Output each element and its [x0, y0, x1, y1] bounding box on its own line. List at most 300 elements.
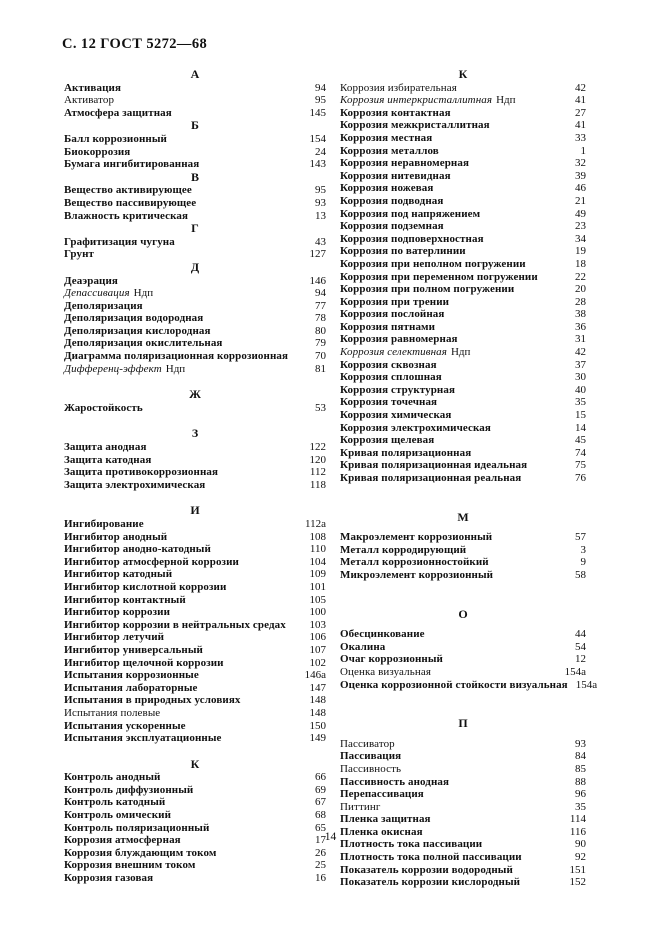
- entry-number: 116: [569, 825, 586, 838]
- index-entry: [340, 666, 586, 679]
- index-entry: [340, 82, 586, 95]
- entry-term: Пассивность анодная: [340, 775, 450, 788]
- entry-number: 120: [309, 453, 326, 466]
- entry-number: 43: [315, 235, 326, 248]
- entry-term: Контроль поляризационный: [64, 821, 210, 834]
- index-entry: [340, 864, 586, 877]
- entry-number: 103: [309, 618, 326, 631]
- entry-term: Ингибирование: [64, 518, 144, 530]
- entry-number: 143: [309, 158, 326, 171]
- entry-term: Обесцинкование: [340, 628, 425, 641]
- index-entry: [340, 409, 586, 422]
- entry-term: Ингибитор атмосферной коррозии: [64, 555, 239, 568]
- entry-term: Вещество активирующее: [64, 184, 192, 197]
- entry-term: Ингибитор анодный: [64, 530, 168, 543]
- index-entry: [340, 371, 586, 384]
- index-column-right: [340, 67, 598, 889]
- index-entry: [340, 763, 586, 776]
- index-entry: [340, 628, 586, 641]
- entry-term: Коррозия химическая: [340, 409, 452, 422]
- index-entry: [340, 876, 586, 889]
- index-entry: [64, 275, 326, 288]
- entry-term: Коррозия послойная: [340, 308, 445, 321]
- entry-number: 21: [575, 194, 586, 207]
- entry-number: 18: [575, 257, 586, 270]
- index-entry: [340, 283, 586, 296]
- entry-number: 148: [309, 694, 326, 707]
- entry-number: 24: [315, 145, 326, 158]
- entry-number: 13: [315, 209, 326, 222]
- entry-number: 19: [575, 245, 586, 258]
- index-entry: [340, 396, 586, 409]
- entry-term: Ингибитор анодно-катодный: [64, 543, 211, 556]
- entry-number: 39: [575, 169, 586, 182]
- index-entry: [340, 132, 586, 145]
- entry-number: 54: [575, 640, 586, 653]
- entry-number: 152: [569, 876, 586, 889]
- index-entry: [64, 146, 326, 159]
- index-entry: [340, 788, 586, 801]
- entry-term-tail: Ндп: [165, 362, 186, 375]
- entry-number: 148: [309, 706, 326, 719]
- index-entry: [340, 119, 586, 132]
- entry-term: Коррозия местная: [340, 131, 433, 144]
- index-entry: [340, 544, 586, 557]
- entry-number: 70: [315, 350, 326, 363]
- entry-term: Балл коррозионный: [64, 132, 167, 145]
- index-columns: [64, 67, 598, 889]
- entry-number: 94: [315, 287, 326, 300]
- index-entry: [64, 707, 326, 720]
- index-entry: [340, 422, 586, 435]
- index-entry: [64, 669, 326, 682]
- entry-term: Испытания полевые: [64, 706, 161, 719]
- entry-term: Коррозия неравномерная: [340, 157, 470, 170]
- entry-number: 106: [309, 631, 326, 644]
- index-entry: [340, 208, 586, 221]
- index-section: [340, 717, 586, 889]
- entry-term: Коррозия при переменном погружении: [340, 270, 538, 283]
- entry-term: Испытания ускоренные: [64, 719, 186, 732]
- index-entry: [64, 82, 326, 95]
- section-letter: В: [190, 169, 199, 184]
- index-section: [64, 261, 326, 375]
- index-entry: [64, 682, 326, 695]
- index-entry: [340, 359, 586, 372]
- entry-term: Коррозия избирательная: [340, 81, 457, 94]
- entry-number: 65: [315, 821, 326, 834]
- entry-number: 57: [575, 531, 586, 544]
- index-entry: [340, 308, 586, 321]
- index-entry: [64, 350, 326, 363]
- entry-number: 41: [575, 94, 586, 107]
- entry-number: 100: [309, 606, 326, 619]
- index-entry: [64, 784, 326, 797]
- index-entry: [64, 796, 326, 809]
- entry-term: Испытания в природных условиях: [64, 694, 241, 707]
- entry-number: 94: [315, 81, 326, 94]
- entry-term: Коррозия селективная: [340, 346, 447, 359]
- entry-term: Коррозия подповерхностная: [340, 232, 484, 245]
- entry-term: Защита анодная: [64, 441, 147, 454]
- index-entry: [64, 236, 326, 249]
- entry-number: 104: [309, 555, 326, 568]
- entry-term: Коррозия по ватерлинии: [340, 245, 466, 258]
- index-entry: [64, 402, 326, 415]
- index-entry: [340, 333, 586, 346]
- entry-number: 108: [309, 530, 326, 543]
- entry-number: 40: [575, 383, 586, 396]
- entry-term: Коррозия нитевидная: [340, 169, 451, 182]
- entry-term: Коррозия ножевая: [340, 182, 434, 195]
- entry-number: 81: [315, 362, 326, 375]
- index-entry: [64, 720, 326, 733]
- index-section: [340, 606, 598, 692]
- index-entry: [340, 384, 586, 397]
- entry-term: Жаростойкость: [64, 401, 143, 414]
- entry-number: 154а: [575, 678, 598, 691]
- running-header: С. 12 ГОСТ 5272—68: [62, 36, 208, 52]
- index-entry: [64, 466, 326, 479]
- entry-term: Коррозия металлов: [340, 144, 439, 157]
- entry-term: Кривая поляризационная реальная: [340, 472, 522, 484]
- index-entry: [64, 325, 326, 338]
- index-entry: [64, 518, 326, 531]
- entry-number: 151: [569, 863, 586, 876]
- entry-number: 35: [575, 396, 586, 409]
- section-letter: К: [190, 756, 200, 771]
- entry-number: 150: [309, 719, 326, 732]
- entry-number: 66: [315, 771, 326, 784]
- entry-number: 68: [315, 809, 326, 822]
- entry-term: Металл коррозионностойкий: [340, 556, 489, 569]
- entry-number: 110: [309, 543, 326, 556]
- index-entry: [340, 459, 586, 472]
- index-entry: [64, 847, 326, 860]
- entry-number: 35: [575, 800, 586, 813]
- entry-number: 95: [315, 94, 326, 107]
- index-entry: [64, 568, 326, 581]
- index-section: [340, 511, 586, 582]
- entry-number: 77: [315, 299, 326, 312]
- index-entry: [64, 732, 326, 745]
- entry-term: Пленка окисная: [340, 825, 423, 838]
- index-section: [64, 68, 326, 119]
- entry-term: Пассивация: [340, 750, 402, 763]
- index-entry: [340, 94, 586, 107]
- entry-number: 92: [575, 851, 586, 864]
- index-entry: [64, 694, 326, 707]
- entry-term: Деполяризация: [64, 299, 143, 312]
- entry-term: Дифференц-эффект: [64, 362, 162, 375]
- entry-number: 105: [309, 593, 326, 606]
- section-letter: К: [458, 67, 468, 81]
- entry-number: 58: [575, 568, 586, 581]
- index-entry: [64, 859, 326, 872]
- entry-number: 69: [315, 783, 326, 796]
- index-entry: [340, 220, 586, 233]
- entry-term: Коррозия структурная: [340, 383, 456, 396]
- entry-number: 112а: [305, 518, 326, 530]
- entry-number: 1: [580, 144, 586, 157]
- index-entry: [340, 157, 586, 170]
- entry-term: Ингибитор коррозии: [64, 606, 171, 619]
- entry-number: 122: [309, 441, 326, 454]
- entry-term: Коррозия подводная: [340, 194, 444, 207]
- entry-term: Коррозия блуждающим током: [64, 846, 217, 859]
- entry-number: 79: [315, 337, 326, 350]
- entry-term: Коррозия пятнами: [340, 320, 436, 333]
- index-entry: [340, 271, 586, 284]
- entry-term: Контроль катодный: [64, 796, 166, 809]
- entry-number: 42: [575, 81, 586, 94]
- entry-term: Показатель коррозии кислородный: [340, 876, 521, 889]
- entry-term: Контроль диффузионный: [64, 783, 194, 796]
- entry-term: Оценка визуальная: [340, 665, 431, 678]
- entry-number: 42: [575, 346, 586, 359]
- entry-number: 107: [309, 643, 326, 656]
- entry-term: Ингибитор летучий: [64, 631, 165, 644]
- entry-number: 25: [315, 859, 326, 872]
- entry-number: 22: [575, 270, 586, 283]
- index-entry: [340, 641, 586, 654]
- index-entry: [340, 678, 598, 692]
- entry-term: Очаг коррозионный: [340, 653, 443, 666]
- index-entry: [64, 594, 326, 607]
- entry-term: Испытания эксплуатационные: [64, 732, 222, 745]
- entry-number: 44: [575, 628, 586, 641]
- section-letter: Д: [190, 259, 200, 274]
- index-entry: [64, 657, 326, 670]
- index-entry: [64, 809, 326, 822]
- entry-term-tail: Ндп: [450, 346, 471, 359]
- index-entry: [64, 363, 326, 376]
- entry-term: Коррозия газовая: [64, 872, 154, 885]
- page-number: 14: [324, 831, 337, 843]
- index-entry: [340, 556, 586, 569]
- index-entry: [64, 133, 326, 146]
- entry-number: 46: [575, 182, 586, 195]
- section-letter: Ж: [189, 387, 201, 402]
- index-section: [64, 427, 326, 491]
- index-column-left: [64, 68, 326, 889]
- index-entry: [340, 569, 586, 582]
- entry-term: Ингибитор коррозии в нейтральных средах: [64, 618, 286, 631]
- entry-number: 102: [309, 656, 326, 669]
- index-entry: [340, 145, 586, 158]
- entry-term: Коррозия при трении: [340, 295, 450, 308]
- index-entry: [64, 441, 326, 454]
- entry-term: Металл корродирующий: [340, 543, 467, 556]
- entry-number: 33: [575, 131, 586, 144]
- index-entry: [64, 312, 326, 325]
- entry-term: Макроэлемент коррозионный: [340, 531, 493, 544]
- index-section: [64, 171, 326, 222]
- entry-number: 74: [575, 446, 586, 459]
- section-letter: А: [190, 67, 200, 81]
- entry-number: 154: [309, 132, 326, 145]
- entry-term: Питтинг: [340, 800, 381, 813]
- entry-number: 114: [569, 813, 586, 826]
- index-entry: [64, 337, 326, 350]
- entry-number: 31: [575, 333, 586, 346]
- entry-term: Коррозия равномерная: [340, 333, 458, 346]
- entry-term: Коррозия при неполном погружении: [340, 257, 526, 270]
- index-entry: [340, 258, 586, 271]
- index-entry: [340, 813, 586, 826]
- index-entry: [340, 738, 586, 751]
- entry-term: Ингибитор катодный: [64, 568, 173, 581]
- entry-number: 88: [575, 775, 586, 788]
- entry-term: Коррозия щелевая: [340, 434, 435, 447]
- entry-number: 36: [575, 320, 586, 333]
- index-entry: [64, 872, 326, 885]
- index-entry: [340, 776, 586, 789]
- entry-number: 112: [309, 466, 326, 479]
- entry-term-tail: Ндп: [133, 287, 154, 300]
- entry-number: 127: [309, 248, 326, 261]
- entry-term: Коррозия атмосферная: [64, 834, 181, 847]
- entry-number: 84: [575, 750, 586, 763]
- entry-term: Бумага ингибитированная: [64, 158, 200, 171]
- entry-number: 149: [309, 732, 326, 745]
- entry-term: Ингибитор щелочной коррозии: [64, 656, 224, 669]
- index-entry: [340, 472, 586, 485]
- entry-number: 101: [309, 580, 326, 593]
- entry-term: Коррозия внешним током: [64, 859, 196, 872]
- section-letter: О: [458, 606, 468, 621]
- index-entry: [340, 434, 586, 447]
- entry-number: 78: [315, 312, 326, 325]
- entry-number: 20: [575, 283, 586, 296]
- index-section: [64, 388, 326, 414]
- section-letter: П: [458, 716, 468, 731]
- entry-term: Диаграмма поляризационная коррозионная: [64, 350, 289, 363]
- entry-number: 12: [575, 653, 586, 666]
- entry-term: Пассивность: [340, 762, 402, 775]
- entry-number: 154а: [564, 665, 586, 678]
- entry-term: Депассивация: [64, 287, 130, 300]
- entry-term: Оценка коррозионной стойкости визуальная: [340, 678, 568, 691]
- entry-term: Показатель коррозии водородный: [340, 863, 513, 876]
- entry-term: Коррозия подземная: [340, 220, 444, 233]
- entry-term: Деполяризация водородная: [64, 312, 204, 325]
- entry-term: Пассиватор: [340, 737, 395, 750]
- entry-term: Окалина: [340, 640, 386, 653]
- entry-term: Коррозия сплошная: [340, 371, 442, 384]
- entry-term: Грунт: [64, 248, 95, 261]
- entry-term: Коррозия интеркристаллитная: [340, 94, 493, 107]
- entry-number: 146а: [304, 669, 326, 682]
- index-entry: [340, 750, 586, 763]
- entry-number: 145: [309, 106, 326, 119]
- entry-term: Ингибитор контактный: [64, 593, 186, 606]
- entry-term: Коррозия под напряжением: [340, 207, 481, 220]
- entry-number: 34: [575, 232, 586, 245]
- index-entry: [64, 287, 326, 300]
- section-letter: З: [191, 426, 199, 441]
- index-entry: [340, 801, 586, 814]
- entry-term: Активация: [64, 81, 121, 94]
- entry-number: 15: [575, 409, 586, 422]
- entry-number: 53: [315, 401, 326, 414]
- entry-term: Ингибитор кислотной коррозии: [64, 580, 227, 593]
- entry-number: 30: [575, 371, 586, 384]
- entry-number: 9: [580, 556, 586, 569]
- entry-number: 85: [575, 762, 586, 775]
- index-entry: [340, 195, 586, 208]
- index-entry: [340, 182, 586, 195]
- entry-number: 67: [315, 796, 326, 809]
- entry-term: Контроль омический: [64, 809, 172, 822]
- entry-term: Плотность тока пассивации: [340, 838, 483, 851]
- entry-term: Коррозия межкристаллитная: [340, 119, 490, 132]
- entry-term: Влажность критическая: [64, 209, 189, 222]
- entry-number: 146: [309, 274, 326, 287]
- entry-number: 93: [575, 737, 586, 750]
- entry-term: Испытания лабораторные: [64, 681, 198, 694]
- index-entry: [64, 479, 326, 492]
- entry-term: Биокоррозия: [64, 145, 131, 158]
- entry-number: 96: [575, 788, 586, 801]
- entry-number: 16: [315, 872, 326, 885]
- entry-term: Деполяризация кислородная: [64, 324, 211, 337]
- entry-term: Деаэрация: [64, 274, 118, 287]
- entry-term: Графитизация чугуна: [64, 235, 175, 248]
- entry-number: 95: [315, 184, 326, 197]
- entry-number: 80: [315, 324, 326, 337]
- index-entry: [340, 653, 586, 666]
- index-entry: [340, 321, 586, 334]
- entry-number: 118: [309, 478, 326, 491]
- index-section: [64, 504, 326, 744]
- entry-number: 41: [575, 119, 586, 132]
- index-entry: [340, 170, 586, 183]
- index-section: [340, 68, 586, 485]
- entry-number: 23: [575, 220, 586, 233]
- entry-number: 93: [315, 196, 326, 209]
- entry-term: Ингибитор универсальный: [64, 643, 203, 656]
- entry-number: 109: [309, 568, 326, 581]
- index-entry: [64, 644, 326, 657]
- entry-term: Коррозия при полном погружении: [340, 283, 515, 296]
- index-entry: [340, 346, 586, 359]
- index-entry: [64, 581, 326, 594]
- index-entry: [64, 197, 326, 210]
- entry-number: 14: [575, 421, 586, 434]
- index-section: [64, 222, 326, 261]
- index-entry: [64, 556, 326, 569]
- entry-term: Пленка защитная: [340, 813, 431, 826]
- index-section: [64, 758, 326, 885]
- entry-term: Защита электрохимическая: [64, 478, 206, 491]
- entry-term: Перепассивация: [340, 788, 424, 801]
- entry-term: Защита катодная: [64, 453, 152, 466]
- index-entry: [64, 94, 326, 107]
- index-entry: [340, 531, 586, 544]
- entry-term: Коррозия точечная: [340, 396, 438, 409]
- entry-number: 37: [575, 358, 586, 371]
- entry-term: Деполяризация окислительная: [64, 337, 223, 350]
- entry-term: Испытания коррозионные: [64, 669, 199, 682]
- entry-number: 90: [575, 838, 586, 851]
- entry-number: 45: [575, 434, 586, 447]
- index-entry: [64, 454, 326, 467]
- entry-term: Активатор: [64, 94, 115, 107]
- entry-number: 49: [575, 207, 586, 220]
- entry-number: 3: [580, 543, 586, 556]
- index-entry: [64, 300, 326, 313]
